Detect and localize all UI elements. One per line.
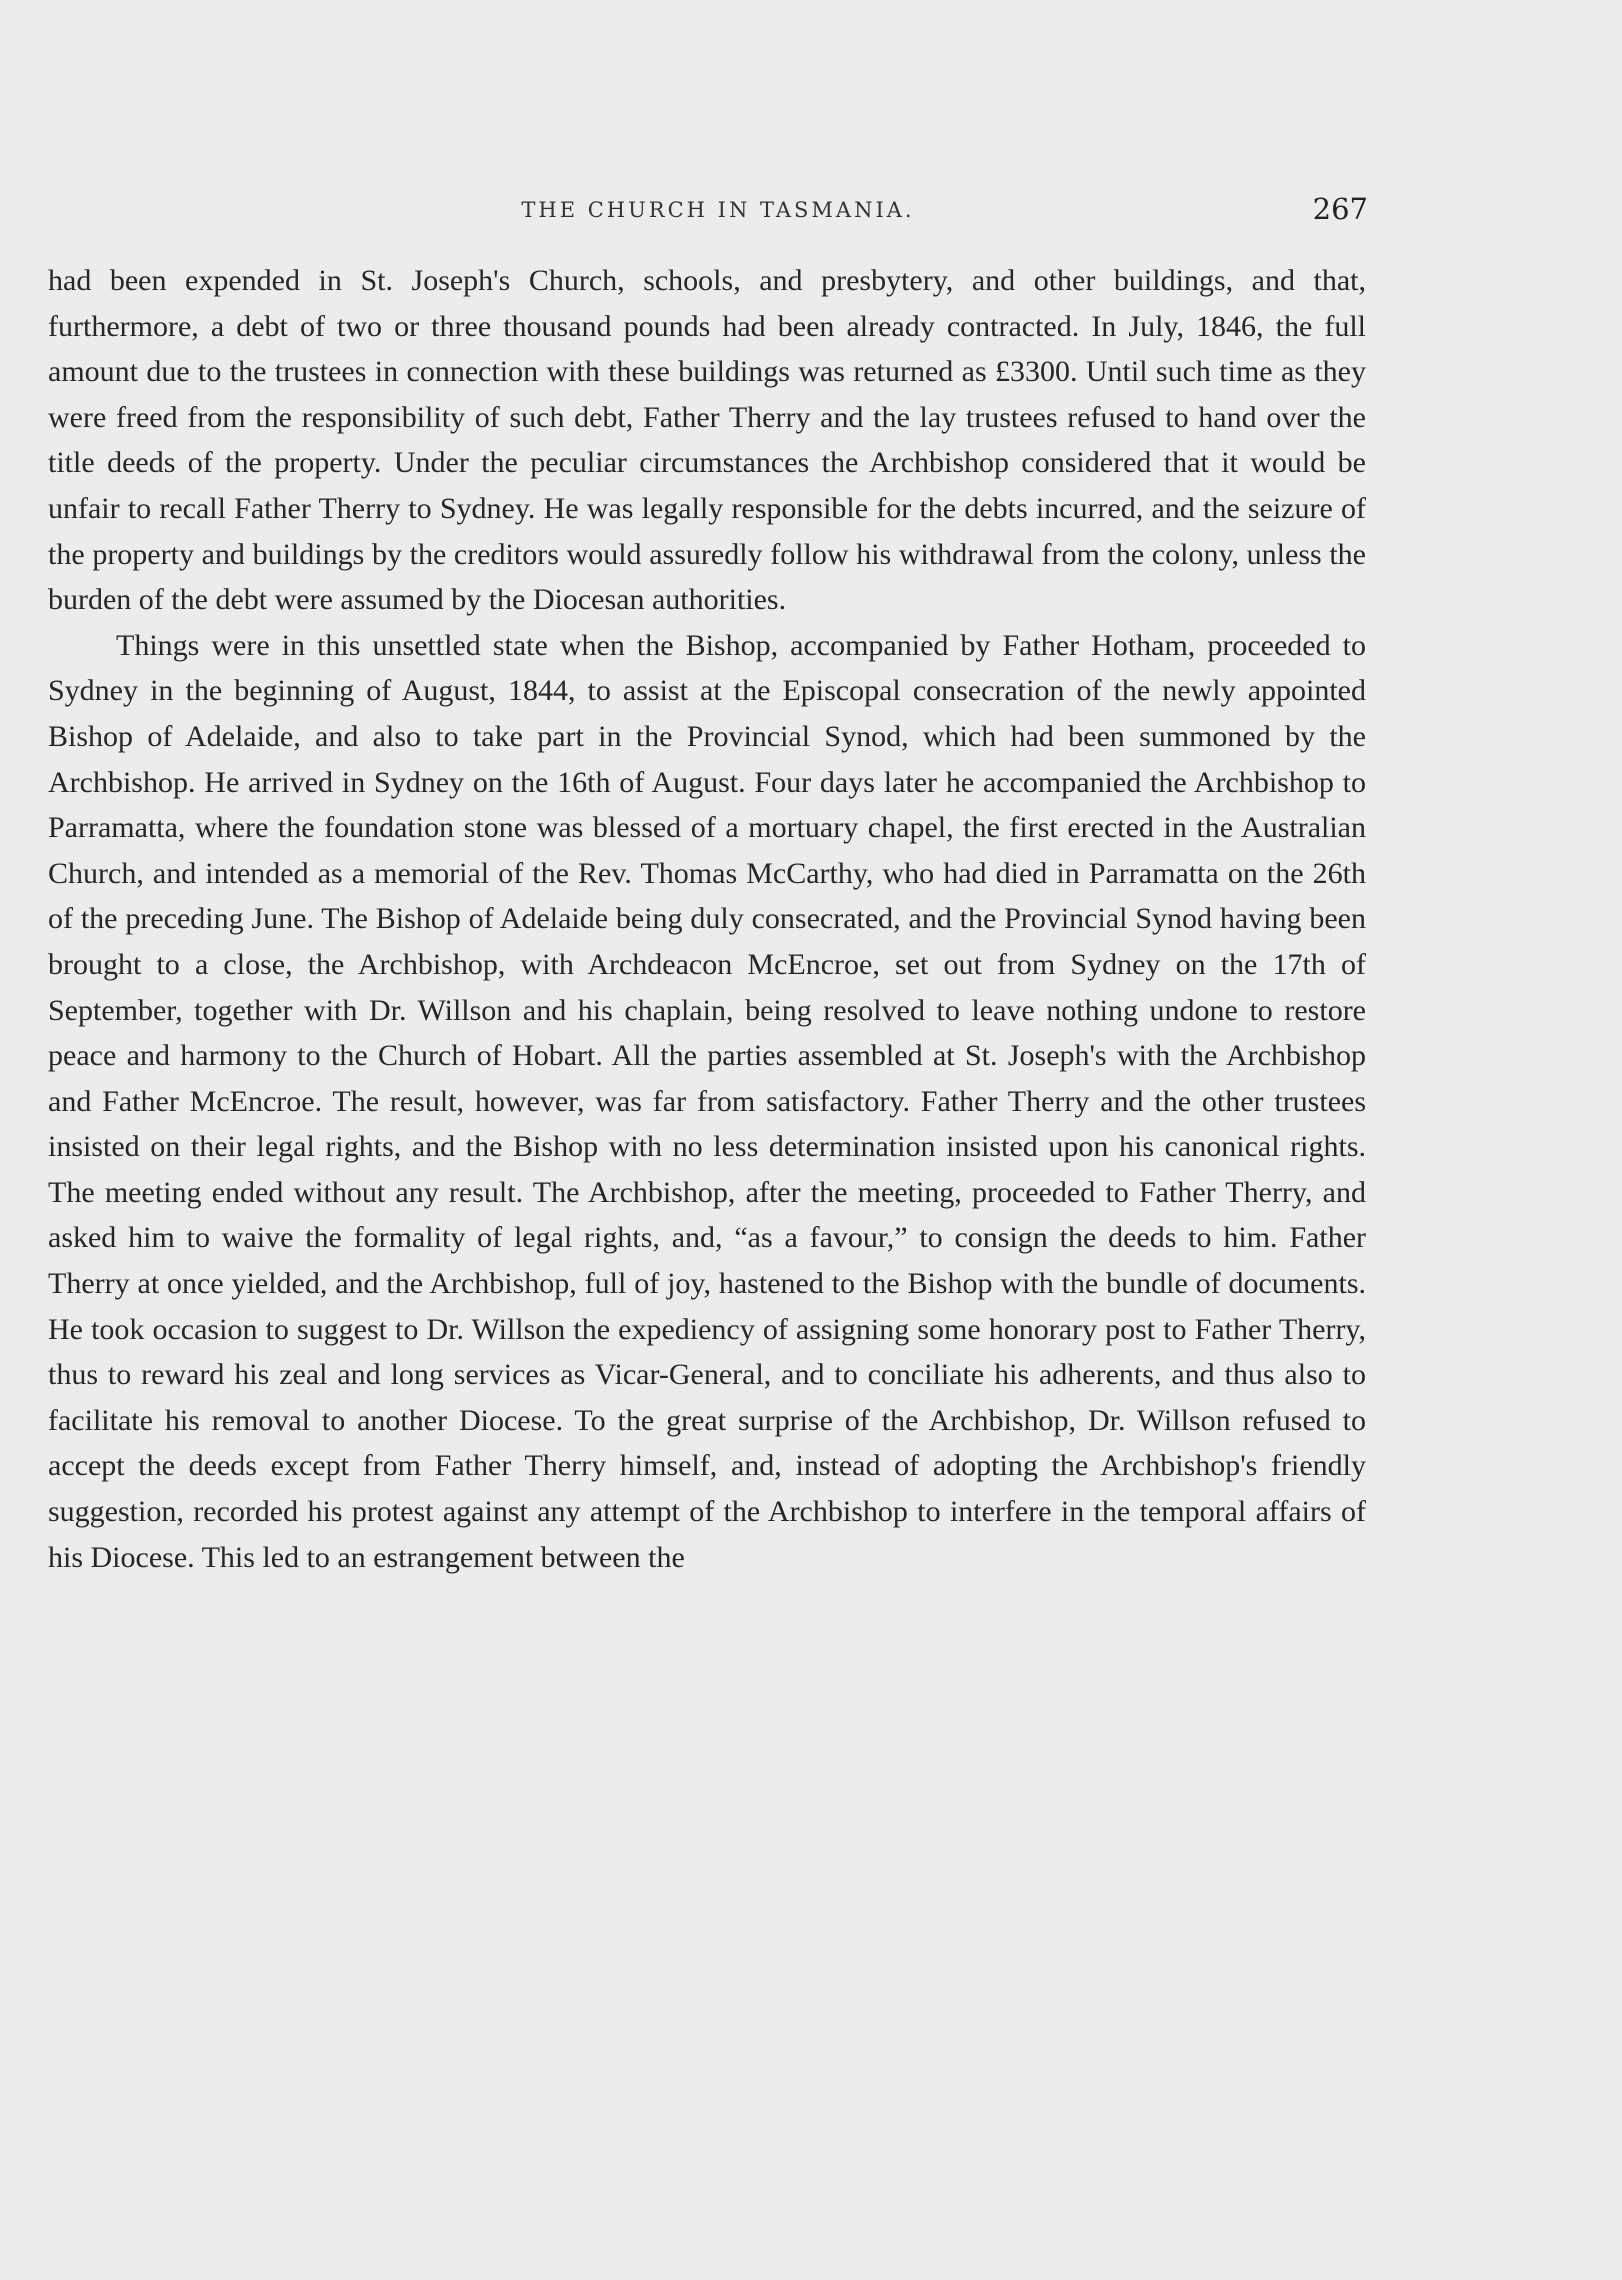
paragraph-1: had been expended in St. Joseph's Church, schools, and presbytery, and other buildings, and that, furthermore, a debt of two or three thousand pounds had been already contracted. In July, 1846, the full amount due to the trustees in connection with these buildings was returned as £3300. Until such time as they were freed from the responsibility of such debt, Father Therry and the lay trustees refused to hand over the title deeds of the property. Under the peculiar circumstances the Archbishop considered that it would be unfair to recall Father Therry to Sydney. He was legally responsible for the debts incurred, and the seizure of the property and buildings by the creditors would assuredly follow his withdrawal from the colony, unless the burden of the debt were assumed by the Diocesan authorities. — [48, 264, 1366, 617]
page-number: 267 — [1312, 192, 1368, 226]
running-head — [68, 192, 1368, 232]
paragraph-2: Things were in this unsettled state when the Bishop, accompanied by Father Hotham, proceeded to Sydney in the beginning of August, 1844, to assist at the Episcopal consecration of the newly appointed Bishop of Adelaide, and also to take part in the Provincial Synod, which had been summoned by the Archbishop. He arrived in Sydney on the 16th of August. Four days later he accompanied the Archbishop to Parramatta, where the foundation stone was blessed of a mortuary chapel, the first erected in the Australian Church, and intended as a memorial of the Rev. Thomas McCarthy, who had died in Parramatta on the 26th of the preceding June. The Bishop of Adelaide being duly consecrated, and the Provincial Synod having been brought to a close, the Archbishop, with Archdeacon McEncroe, set out from Sydney on the 17th of September, together with Dr. Willson and his chaplain, being resolved to leave nothing undone to restore peace and harmony to the Church of Hobart. All the parties assembled at St. Joseph's with the Archbishop and Father McEncroe. The result, however, was far from satisfactory. Father Therry and the other trustees insisted on their legal rights, and the Bishop with no less determination insisted upon his canonical rights. The meeting ended without any result. The Archbishop, after the meeting, proceeded to Father Therry, and asked him to waive the formality of legal rights, and, “as a favour,” to consign the deeds to him. Father Therry at once yielded, and the Archbishop, full of joy, hastened to the Bishop with the bundle of documents. He took occasion to suggest to Dr. Willson the expediency of assigning some honorary post to Father Therry, thus to reward his zeal and long services as Vicar-General, and to conciliate his adherents, and thus also to facilitate his removal to another Diocese. To the great surprise of the Archbishop, Dr. Willson refused to accept the deeds except from Father Therry himself, and, instead of adopting the Archbishop's friendly suggestion, recorded his protest against any attempt of the Archbishop to interfere in the temporal affairs of his Diocese. This led to an estrangement between the — [48, 628, 1366, 1574]
running-title: THE CHURCH IN TASMANIA. — [521, 198, 915, 222]
body-text — [48, 258, 1366, 1580]
